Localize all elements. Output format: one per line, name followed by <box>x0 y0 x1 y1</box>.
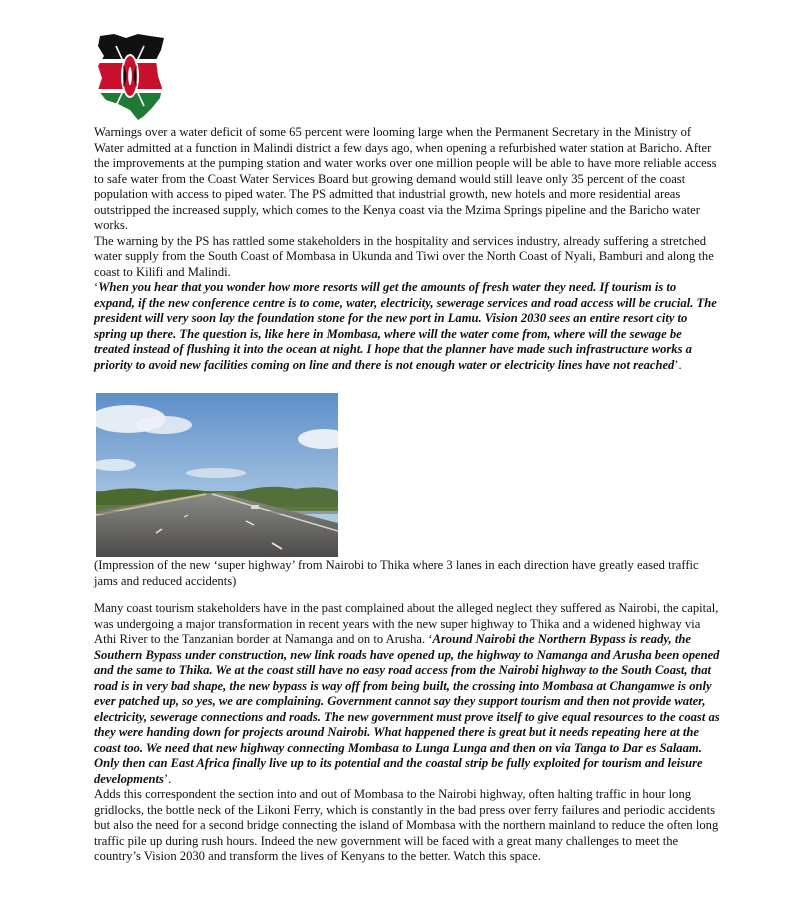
stakeholder-quote-2 <box>94 601 720 787</box>
paragraph-stakeholders-warning: The warning by the PS has rattled some stakeholders in the hospitality and services industry, already suffering a stretched water supply from the South Coast of Mombasa in Ukunda and Tiwi over the North Coast of Nyali, Bamburi and along the coast to Kilifi and Malindi. <box>94 233 714 279</box>
paragraph-mombasa-challenges: Adds this correspondent the section into and out of Mombasa to the Nairobi highway, often halting traffic in hour long gridlocks, the bottle neck of the Likoni Ferry, which is constantly in the bad press over ferry failures and periodic accidents but also the need for a second bridge connecting the island of Mombasa with the northern mainland to reduce the often long traffic pile up during rush hours. Indeed the new government will be faced with a great many challenges to meet the country’s Vision 2030 and transform the lives of Kenyans to the better. Watch this space. <box>94 787 719 863</box>
paragraph-nairobi-transformation: Many coast tourism stakeholders have in the past complained about the alleged neglect they suffered as Nairobi, the capital, was undergoing a major transformation in recent years with the new super highway to Thika and a widened highway via Athi River to the Tanzanian border at Namanga and on to Arusha. ‘ <box>94 601 719 646</box>
quote-text: When you hear that you wonder how more resorts will get the amounts of fresh water they need. If tourism is to expand, if the new conference centre is to come, water, electricity, sewerage services and road access will be crucial. The president will very soon lay the foundation stone for the new port in Lamu. Vision 2030 sees an entire resort city to spring up there. The question is, like here in Mombasa, where will the water come from, where will the sewage be treated instead of flushing it into the ocean at night. I hope that the planner have made such infrastructure works a priority to avoid new facilities coming on line and there is not enough water or electricity lines have not reached <box>94 280 717 372</box>
highway-photo <box>96 393 338 557</box>
article-section-1 <box>94 125 720 373</box>
quote-close-mark: ’. <box>674 357 682 372</box>
quote-text: Around Nairobi the Northern Bypass is ready, the Southern Bypass under construction, new link roads have opened up, the highway to Namanga and Arusha been opened and the same to Thika. We at the coast still have no easy road access from the Nairobi highway to the South Coast, that road is in very bad shape, the new bypass is way off from being built, the crossing into Mombasa at Changamwe is only ever patched up, so yes, we are complaining. Government cannot say they support tourism and then not provide water, electricity, sewerage connections and roads. The new government must prove itself to give equal resources to the coast as they were handing down for projects around Nairobi. What happened there is great but it needs repeating here at the coast too. We need that new highway connecting Mombasa to Lunga Lunga and then on via Tanga to Dar es Salaam. Only then can East Africa finally live up to its potential and the coastal strip be fully exploited for tourism and leisure developments <box>94 632 720 786</box>
quote-open-mark: ‘ <box>94 280 99 294</box>
article-section-2 <box>94 601 720 865</box>
quote-close-mark: ’. <box>163 771 172 786</box>
photo-caption: (Impression of the new ‘super highway’ from Nairobi to Thika where 3 lanes in each direction have greatly eased traffic jams and reduced accidents) <box>94 558 699 588</box>
paragraph-water-deficit: Warnings over a water deficit of some 65 percent were looming large when the Permanent Secretary in the Ministry of Water admitted at a function in Malindi district a few days ago, when opening a refurbished water station at Baricho. After the improvements at the pumping station and water works over one million people will be able to have more reliable access to safe water from the Coast Water Services Board but growing demand would still leave only 35 percent of the coast population with access to piped water. The PS admitted that industrial growth, new hotels and more residential areas outstripped the increased supply, which comes to the Kenya coast via the Mzima Springs pipeline and the Baricho water works. <box>94 125 717 232</box>
kenya-flag-map-logo <box>94 30 170 122</box>
stakeholder-quote-1 <box>94 280 720 373</box>
